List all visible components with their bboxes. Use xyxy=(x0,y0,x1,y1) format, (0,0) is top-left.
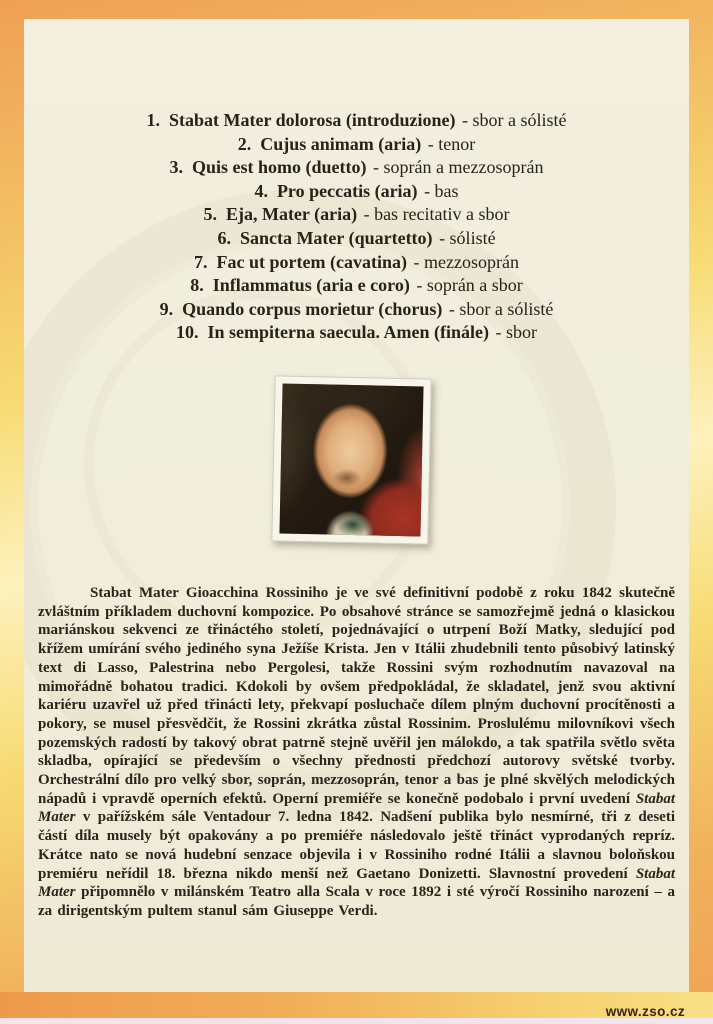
movement-number: 7. xyxy=(194,251,208,272)
movement-number: 5. xyxy=(203,204,217,225)
movement-title: Inflammatus (aria e coro) xyxy=(212,275,410,296)
movement-number: 6. xyxy=(217,227,231,248)
movement-description: - bas recitativ a sbor xyxy=(363,204,510,225)
movement-description: - soprán a sbor xyxy=(416,275,523,296)
movement-description: - sbor a sólisté xyxy=(462,110,567,130)
movement-number: 10. xyxy=(176,322,199,343)
movement-item xyxy=(24,109,689,133)
movement-title: Stabat Mater dolorosa (introduzione) xyxy=(169,110,456,130)
movement-title: Pro peccatis (aria) xyxy=(276,180,418,201)
movement-number: 2. xyxy=(237,133,252,154)
footer-url: www.zso.cz xyxy=(605,1004,685,1019)
movement-description: - sbor xyxy=(495,322,537,343)
movement-number: 1. xyxy=(146,110,160,130)
rossini-portrait-image xyxy=(279,384,423,537)
movement-item xyxy=(24,298,689,322)
movement-item xyxy=(24,227,689,251)
portrait-frame xyxy=(271,375,431,544)
movement-list xyxy=(24,109,689,345)
program-notes xyxy=(38,584,675,921)
movement-item xyxy=(24,321,689,345)
movement-item xyxy=(24,203,689,227)
movement-description: - sbor a sólisté xyxy=(448,298,554,319)
movement-description: - soprán a mezzosoprán xyxy=(373,157,544,178)
work-title-italic: Stabat Mater xyxy=(38,865,675,901)
notes-segment: v pařížském sále Ventadour 7. ledna 1842. Nadšení publika bylo nesmírné, tři z deseti částí díla musely být opakovány a po premiéře následovalo ještě třináct vyprodaných repríz. Krátce nato se nová hudební senzace objevila i v Rossiniho rodné Itálii a slavnou boloňskou premiéru neřídil 18. března nikdo menší než Gaetano Donizetti. Slavnostní provedení xyxy=(38,809,675,882)
movement-description: - bas xyxy=(424,180,459,201)
movement-title: Fac ut portem (cavatina) xyxy=(216,251,407,272)
notes-segment: Stabat Mater Gioacchina Rossiniho je ve své definitivní podobě z roku 1842 skutečně zvláštním příkladem duchovní kompozice. Po obsahové stránce se samozřejmě jedná o klasickou mariánskou sekvenci ze třináctého století, pojednávající o utrpení Boží Matky, sledující pod křížem umírání svého jediného syna Ježíše Krista. Jen v Itálii zhudebnili tento působivý latinský text di Lasso, Palestrina nebo Pergolesi, takže Rossini svým rozhodnutím navazoval na mimořádně bohatou tradici. Kdokoli by ovšem předpokládal, že skladatel, jenž svou aktivní kariéru uzavřel už před třinácti lety, překvapí posluchače dílem plným duchovní procítěnosti a pokory, se musel přesvědčit, že Rossini zkrátka zůstal Rossinim. Proslulému milovníkovi všech pozemských radostí by takový obrat patrně stejně uvěřil jen málokdo, a tak spatřila světlo světa skladba, opírající se především o všechny přednosti předchozí autorovy světské tvorby. Orchestrální dílo pro velký sbor, soprán, mezzosoprán, tenor a bas je plné skvělých melodických nápadů i vpravdě operních efektů. Operní premiéře se konečně podobalo i první uvedení xyxy=(38,585,675,807)
movement-description: - sólisté xyxy=(439,227,496,248)
movement-number: 4. xyxy=(254,180,268,201)
work-title-italic: Stabat Mater xyxy=(38,790,675,826)
program-page xyxy=(24,19,689,992)
movement-title: Quando corpus morietur (chorus) xyxy=(182,298,443,319)
notes-segment: připomnělo v milánském Teatro alla Scala v roce 1892 i sté výročí Rossiniho narození – a za dirigentským pultem stanul sám Giuseppe Verdi. xyxy=(38,884,675,919)
movement-title: Cujus animam (aria) xyxy=(260,133,422,154)
movement-title: Eja, Mater (aria) xyxy=(225,204,358,225)
movement-number: 8. xyxy=(190,275,204,296)
movement-item xyxy=(24,274,689,298)
movement-number: 3. xyxy=(169,157,184,178)
movement-title: Quis est homo (duetto) xyxy=(192,157,367,178)
movement-title: In sempiterna saecula. Amen (finále) xyxy=(207,322,489,343)
movement-item xyxy=(24,156,689,180)
movement-item xyxy=(24,180,689,204)
movement-description: - mezzosoprán xyxy=(413,251,519,272)
movement-number: 9. xyxy=(159,298,174,319)
movement-item xyxy=(24,251,689,275)
movement-description: - tenor xyxy=(427,133,476,154)
movement-item xyxy=(24,133,689,157)
movement-title: Sancta Mater (quartetto) xyxy=(239,227,433,248)
